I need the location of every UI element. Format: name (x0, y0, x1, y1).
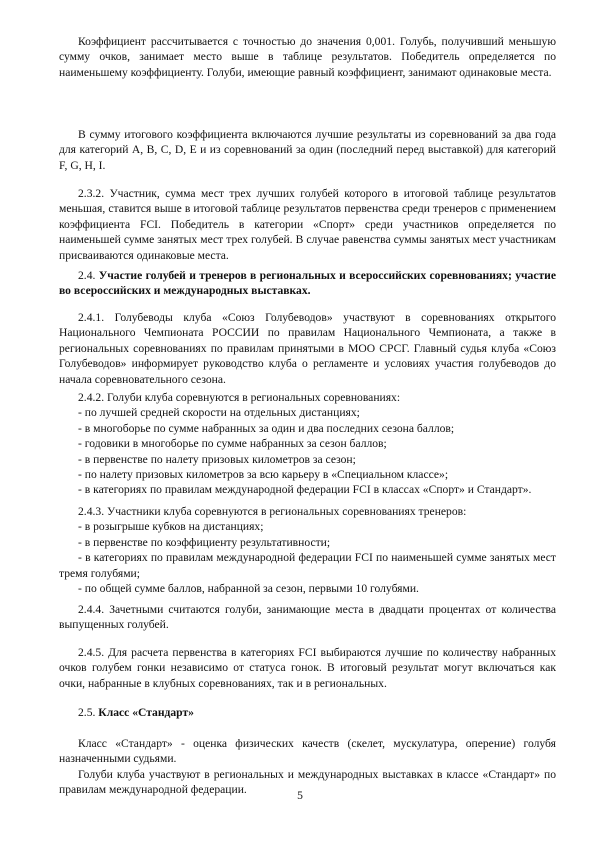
list-item: - по лучшей средней скорости на отдельных дистанциях; (78, 406, 360, 420)
section-title-2-4: Участие голубей и тренеров в региональных и всероссийских соревнованиях; участие во всероссийских и международных выставках. (59, 269, 556, 298)
paragraph-2-4-5: 2.4.5. Для расчета первенства в категориях FCI выбираются лучшие по количеству набранных очков голубем гонки независимо от статуса гонок. В итоговый результат могут включаться как очки, набранные в клубных соревнованиях, так и в региональных. (59, 646, 556, 690)
list-item: - в категориях по правилам международной федерации FCI в классах «Спорт» и Стандарт». (78, 483, 532, 497)
list-item: - в розыгрыше кубков на дистанциях; (78, 520, 264, 534)
list-item: - по налету призовых километров за всю карьеру в «Специальном классе»; (78, 468, 449, 482)
paragraph-2-3-2: 2.3.2. Участник, сумма мест трех лучших голубей которого в итоговой таблице результатов меньшая, ставится выше в итоговой таблице результатов первенства среди тренеров с применением коэффициента FCI. Победитель в категории «Спорт» среди участников определяется по наименьшей сумме занятых мест трех голубей. В случае равенства суммы занятых мест участникам присваиваются одинаковые места. (59, 187, 556, 262)
list-2-4-2 (59, 390, 556, 498)
paragraph-2-5-exhibitions: Голуби клуба участвуют в региональных и международных выставках в классе «Стандарт» по правилам международной федерации. (59, 768, 556, 797)
paragraph-2-4-4: 2.4.4. Зачетными считаются голуби, занимающие места в двадцати процентах от количества выпущенных голубей. (59, 603, 556, 632)
list-item: - в категориях по правилам международной федерации FCI по наименьшей сумме занятых мест тремя голубями; (59, 551, 556, 580)
list-item: - по общей сумме баллов, набранной за сезон, первыми 10 голубями. (78, 582, 419, 596)
paragraph-coefficient-precision: Коэффициент рассчитывается с точностью до значения 0,001. Голубь, получивший меньшую сумму очков, занимает место выше в таблице результатов. Победитель определяется по наименьшему коэффициенту. Голуби, имеющие равный коэффициент, занимают одинаковые места. (59, 35, 556, 79)
paragraph-2-4-1: 2.4.1. Голубеводы клуба «Союз Голубеводов» участвуют в соревнованиях открытого Национального Чемпионата РОССИИ по правилам Национального Чемпионата, а также в региональных соревнованиях по правилам принятыми в МОО СРСГ. Главный судья клуба «Союз Голубеводов» информирует руководство клуба о регламенте и условиях участия голубеводов до начала соревновательного сезона. (59, 311, 556, 386)
list-item: - годовики в многоборье по сумме набранных за сезон баллов; (78, 437, 387, 451)
section-number-2-4: 2.4. (78, 269, 96, 282)
paragraph-coefficient-sum: В сумму итогового коэффициента включаются лучшие результаты из соревнований за два года для категорий A, B, C, D, E и из соревнований за один (последний перед выставкой) для категорий F, G, H, I. (59, 128, 556, 172)
page-number: 5 (297, 789, 303, 802)
section-heading-2-4 (59, 268, 556, 299)
section-title-2-5: Класс «Стандарт» (98, 706, 194, 719)
list-intro-2-4-3: 2.4.3. Участники клуба соревнуются в региональных соревнованиях тренеров: (78, 505, 467, 518)
section-heading-2-5 (59, 705, 556, 720)
list-item: - в многоборье по сумме набранных за один и два последних сезона баллов; (78, 421, 455, 435)
list-item: - в первенстве по налету призовых километров за сезон; (78, 452, 356, 466)
paragraph-2-5-class-standard: Класс «Стандарт» - оценка физических качеств (скелет, мускулатура, оперение) голубя назначенными судьями. (59, 737, 556, 766)
list-2-4-3 (59, 504, 556, 596)
list-intro-2-4-2: 2.4.2. Голуби клуба соревнуются в региональных соревнованиях: (78, 391, 401, 404)
list-item: - в первенстве по коэффициенту результативности; (78, 535, 331, 549)
section-number-2-5: 2.5. (78, 706, 96, 719)
